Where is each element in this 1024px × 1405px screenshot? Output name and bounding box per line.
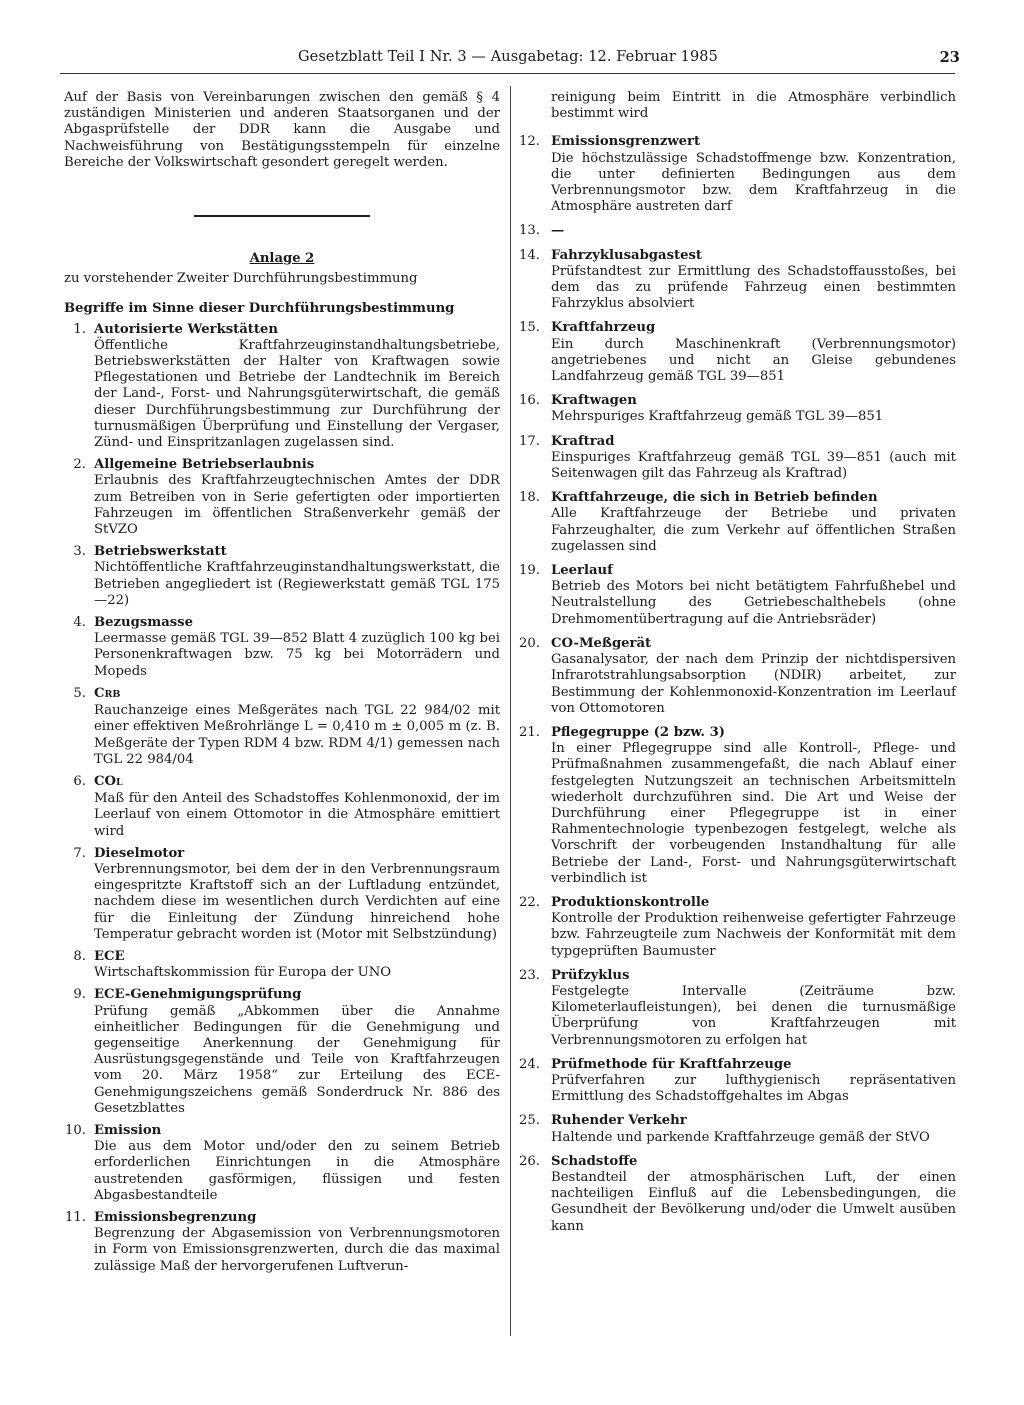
entry-term-text: CO xyxy=(94,773,116,789)
definition-entry xyxy=(518,1113,956,1145)
entry-term-text: Kraftwagen xyxy=(551,393,637,409)
definition-entry xyxy=(64,544,500,609)
entry-number: 6. xyxy=(73,773,86,789)
entry-term-text: Autorisierte Werkstätten xyxy=(94,321,278,337)
entry-definition: Haltende und parkende Kraftfahrzeuge gemäß der StVO xyxy=(551,1129,930,1145)
entry-term-text: Prüfzyklus xyxy=(551,967,630,983)
definition-list-right xyxy=(518,134,956,1234)
entry-number: 25. xyxy=(519,1113,540,1129)
definition-entry xyxy=(518,393,956,425)
entry-definition: Gasanalysator, der nach dem Prinzip der nichtdispersiven Infrarotstrahlungsabsorption (NDIR) arbeitet, zur Bestimmung der Kohlenmonoxid-Konzentration im Leerlauf von Ottomotoren xyxy=(551,652,956,716)
entry-number: 26. xyxy=(519,1153,540,1169)
entry-number: 4. xyxy=(73,615,86,631)
entry-definition: Ein durch Maschinenkraft (Verbrennungsmotor) angetriebenes und nicht an Gleise gebundenes Landfahrzeug gemäß TGL 39—851 xyxy=(551,336,956,385)
entry-term xyxy=(94,774,500,791)
entry-term-text: Kraftrad xyxy=(551,433,615,449)
entry-definition: Nichtöffentliche Kraftfahrzeuginstandhaltungswerkstatt, die Betrieben angegliedert ist (Regiewerkstatt gemäß TGL 175—22) xyxy=(94,560,500,608)
entry-term xyxy=(94,987,500,1003)
entry-definition: Begrenzung der Abgasemission von Verbrennungsmotoren in Form von Emissionsgrenzwerten, durch die das maximal zulässige Maß der hervorgerufenen Luftverun- xyxy=(94,1226,500,1274)
definition-entry xyxy=(518,434,956,483)
entry-number: 13. xyxy=(519,223,540,239)
section-title: Begriffe im Sinne dieser Durchführungsbestimmung xyxy=(64,301,455,317)
entry-term xyxy=(551,725,956,741)
definition-entry xyxy=(518,223,956,239)
entry-number: 23. xyxy=(519,967,540,983)
definition-entry xyxy=(64,457,500,538)
entry-term-text: Leerlauf xyxy=(551,563,613,579)
entry-definition: Kontrolle der Produktion reihenweise gefertigter Fahrzeuge bzw. Fahrzeugteile zum Nachweis der Konformität mit dem typgeprüften Baumuster xyxy=(551,911,956,959)
entry-number: 10. xyxy=(65,1122,86,1138)
entry-term-text: Emission xyxy=(94,1122,162,1138)
entry-number: 8. xyxy=(73,948,86,964)
entry-term-text: Dieselmotor xyxy=(94,845,185,861)
entry-number: 17. xyxy=(519,433,540,449)
entry-term xyxy=(94,615,500,631)
entry-definition: Festgelegte Intervalle (Zeiträume bzw. Kilometerlaufleistungen), bei denen die turnusmäßige Überprüfung von Kraftfahrzeugen mit Verbrennungsmotoren zu erfolgen hat xyxy=(551,983,956,1048)
entry-term xyxy=(551,320,956,336)
entry-term-text: C xyxy=(94,685,105,701)
definition-entry xyxy=(518,1057,956,1106)
entry-term-text: CO-Meßgerät xyxy=(551,635,652,651)
entry-number: 24. xyxy=(519,1056,540,1072)
entry-term xyxy=(94,457,500,473)
entry-term xyxy=(551,434,956,450)
entry-term-text: Produktionskontrolle xyxy=(551,894,710,910)
entry-definition: Bestandteil der atmosphärischen Luft, der einen nachteiligen Einfluß auf die Lebensbedingungen, die Gesundheit der Bevölkerung und/oder die Umwelt ausüben kann xyxy=(551,1169,956,1234)
entry-term-subscript: L xyxy=(115,776,123,788)
header-title: Gesetzblatt Teil I Nr. 3 — Ausgabetag: 12. Februar 1985 xyxy=(298,49,718,65)
definition-entry xyxy=(64,615,500,680)
definition-entry xyxy=(64,686,500,768)
entry-term xyxy=(94,544,500,560)
entry-term xyxy=(551,248,956,264)
entry-term-text: Fahrzyklusabgastest xyxy=(551,247,702,263)
definition-entry xyxy=(64,949,500,981)
definition-entry xyxy=(64,987,500,1117)
section-separator xyxy=(194,215,370,217)
entry-term xyxy=(551,563,956,579)
definition-entry xyxy=(64,846,500,943)
definition-entry xyxy=(64,1123,500,1204)
definition-entry xyxy=(64,1210,500,1275)
entry-term xyxy=(551,393,956,409)
definition-list-left xyxy=(64,322,500,1275)
entry-number: 19. xyxy=(519,563,540,579)
entry-term-text: Prüfmethode für Kraftfahrzeuge xyxy=(551,1056,792,1072)
entry-definition: Öffentliche Kraftfahrzeuginstandhaltungsbetriebe, Betriebswerkstätten der Halter von Kraftwagen sowie Pflegestationen und Betriebe der Landtechnik im Bereich der Land-, Forst- und Nahrungsgüterwirtschaft, die gemäß dieser Durchführungsbestimmung zur Durchführung der turnusmäßigen Überprüfung und Einstellung der Vergaser, Zünd- und Einspritzanlagen zugelassen sind. xyxy=(94,337,500,451)
entry-definition: Erlaubnis des Kraftfahrzeugtechnischen Amtes der DDR zum Betreiben von in Serie gefertigten oder importierten Fahrzeugen im öffentlichen Straßenverkehr gemäß der StVZO xyxy=(94,473,500,538)
entry-term xyxy=(551,895,956,911)
entry-term-text: ECE-Genehmigungsprüfung xyxy=(94,987,302,1003)
entry-definition: Einspuriges Kraftfahrzeug gemäß TGL 39—851 (auch mit Seitenwagen gilt das Fahrzeug als Kraftrad) xyxy=(551,449,956,482)
entry-term xyxy=(94,846,500,862)
entry-number: 7. xyxy=(73,845,86,861)
entry-definition: Die höchstzulässige Schadstoffmenge bzw. Konzentration, die unter definierten Bedingungen aus dem Verbrennungsmotor bzw. dem Kraftfahrzeug in die Atmosphäre austreten darf xyxy=(551,150,956,215)
entry-term xyxy=(551,134,956,150)
entry-definition: Betrieb des Motors bei nicht betätigtem Fahrfußhebel und Neutralstellung des Getriebeschalthebels (ohne Drehmomentübertragung auf die Antriebsräder) xyxy=(551,579,956,627)
entry-number: 3. xyxy=(73,544,86,560)
entry-term-text: Ruhender Verkehr xyxy=(551,1113,687,1129)
entry-term-text: ECE xyxy=(94,948,125,964)
annex-title: Anlage 2 xyxy=(249,251,315,267)
column-divider xyxy=(510,86,511,1336)
entry-term xyxy=(551,1154,956,1170)
entry-term xyxy=(551,1057,956,1073)
entry-term-text: Kraftfahrzeuge, die sich in Betrieb befinden xyxy=(551,490,878,506)
continuation-text: reinigung beim Eintritt in die Atmosphäre verbindlich bestimmt wird xyxy=(551,90,956,122)
definition-entry xyxy=(518,968,956,1049)
entry-number: 1. xyxy=(73,321,86,337)
entry-number: 15. xyxy=(519,320,540,336)
entry-term-text: Bezugsmasse xyxy=(94,615,193,631)
entry-term xyxy=(94,686,500,703)
entry-term xyxy=(94,1210,500,1226)
page-header xyxy=(60,49,960,71)
entry-term-subscript: RB xyxy=(104,688,121,700)
entry-definition: Alle Kraftfahrzeuge der Betriebe und privaten Fahrzeughalter, die zum Verkehr auf öffentlichen Straßen zugelassen sind xyxy=(551,506,956,554)
header-rule xyxy=(60,73,955,74)
entry-term-text: Allgemeine Betriebserlaubnis xyxy=(94,457,315,473)
definition-entry xyxy=(64,322,500,452)
entry-definition: Maß für den Anteil des Schadstoffes Kohlenmonoxid, der im Leerlauf von einem Ottomotor in die Atmosphäre emittiert wird xyxy=(94,791,500,839)
entry-number: 2. xyxy=(73,457,86,473)
right-column xyxy=(518,90,956,1243)
definition-entry xyxy=(518,725,956,887)
entry-definition: In einer Pflegegruppe sind alle Kontroll-, Pflege- und Prüfmaßnahmen zusammengefaßt, die nach Ablauf einer festgelegten Nutzungszeit an technischen Arbeitsmitteln wiederholt durchzuführen sind. Die Art und Weise der Durchführung einer Pflegegruppe ist in einer Rahmentechnologie typenbezogen festgelegt, welche als Vorschrift der vorbeugenden Instandhaltung für alle Betriebe der Land-, Forst- und Nahrungsgüterwirtschaft verbindlich ist xyxy=(551,741,956,886)
entry-number: 11. xyxy=(65,1209,86,1225)
definition-entry xyxy=(518,1154,956,1235)
entry-definition: Mehrspuriges Kraftfahrzeug gemäß TGL 39—851 xyxy=(551,409,884,425)
entry-definition: Rauchanzeige eines Meßgerätes nach TGL 22 984/02 mit einer effektiven Meßrohrlänge L = 0,410 m ± 0,005 m (z. B. Meßgeräte der Typen RDM 4 bzw. RDM 4/1) gemessen nach TGL 22 984/04 xyxy=(94,703,500,767)
annex-subtitle: zu vorstehender Zweiter Durchführungsbestimmung xyxy=(64,271,418,287)
entry-definition: Verbrennungsmotor, bei dem der in den Verbrennungsraum eingespritzte Kraftstoff sich an der Luftladung entzündet, nachdem diese im wesentlichen durch Verdichten auf eine für die Einleitung der Zündung hinreichend hohe Temperatur gebracht worden ist (Motor mit Selbstzündung) xyxy=(94,861,500,942)
entry-number: 20. xyxy=(519,635,540,651)
definition-entry xyxy=(518,248,956,313)
entry-term-text: Emissionsgrenzwert xyxy=(551,134,701,150)
entry-term xyxy=(551,636,956,652)
page-number: 23 xyxy=(939,49,960,66)
definition-entry xyxy=(64,774,500,840)
definition-entry xyxy=(518,636,956,717)
entry-definition: Prüfverfahren zur lufthygienisch repräsentativen Ermittlung des Schadstoffgehaltes im Abgas xyxy=(551,1072,956,1105)
definition-entry xyxy=(518,490,956,555)
entry-term xyxy=(551,223,956,239)
entry-term-text: Emissionsbegrenzung xyxy=(94,1209,257,1225)
entry-term xyxy=(94,322,500,338)
definition-entry xyxy=(518,320,956,385)
entry-number: 18. xyxy=(519,490,540,506)
entry-term-text: — xyxy=(551,223,565,239)
entry-definition: Leermasse gemäß TGL 39—852 Blatt 4 zuzüglich 100 kg bei Personenkraftwagen bzw. 75 kg bei Motorrädern und Mopeds xyxy=(94,631,500,679)
entry-term-text: Schadstoffe xyxy=(551,1153,638,1169)
entry-number: 12. xyxy=(519,134,540,150)
entry-number: 14. xyxy=(519,247,540,263)
definition-entry xyxy=(518,563,956,628)
entry-term xyxy=(94,1123,500,1139)
entry-definition: Die aus dem Motor und/oder den zu seinem Betrieb erforderlichen Einrichtungen in die Atmosphäre austretenden gasförmigen, flüssigen und festen Abgasbestandteile xyxy=(94,1139,500,1203)
entry-term-text: Pflegegruppe (2 bzw. 3) xyxy=(551,724,726,740)
intro-paragraph: Auf der Basis von Vereinbarungen zwischen den gemäß § 4 zuständigen Ministerien und anderen Staatsorganen und der Abgasprüfstelle der DDR kann die Ausgabe und Nachweisführung von Bestätigungsstempeln für einzelne Bereiche der Volkswirtschaft gesondert geregelt werden. xyxy=(64,90,500,170)
definition-entry xyxy=(518,895,956,960)
entry-term xyxy=(551,490,956,506)
entry-number: 5. xyxy=(73,685,86,701)
entry-number: 22. xyxy=(519,894,540,910)
entry-term xyxy=(551,1113,956,1129)
entry-term-text: Betriebswerkstatt xyxy=(94,544,227,560)
definition-entry xyxy=(518,134,956,215)
entry-term-text: Kraftfahrzeug xyxy=(551,320,656,336)
entry-definition: Prüfstandtest zur Ermittlung des Schadstoffausstoßes, bei dem das zu prüfende Fahrzeug einen bestimmten Fahrzyklus absolviert xyxy=(551,263,956,312)
entry-term xyxy=(94,949,500,965)
left-column xyxy=(64,90,500,1281)
entry-definition: Wirtschaftskommission für Europa der UNO xyxy=(94,965,392,981)
entry-number: 16. xyxy=(519,393,540,409)
entry-number: 9. xyxy=(73,987,86,1003)
entry-number: 21. xyxy=(519,724,540,740)
entry-definition: Prüfung gemäß „Abkommen über die Annahme einheitlicher Bedingungen für die Genehmigung und gegenseitige Anerkennung der Genehmigung für Ausrüstungsgegenstände und Teile von Kraftfahrzeugen vom 20. März 1958“ zur Erteilung des ECE-Genehmigungszeichens gemäß Sonderdruck Nr. 886 des Gesetzblattes xyxy=(94,1003,500,1116)
entry-term xyxy=(551,968,956,984)
